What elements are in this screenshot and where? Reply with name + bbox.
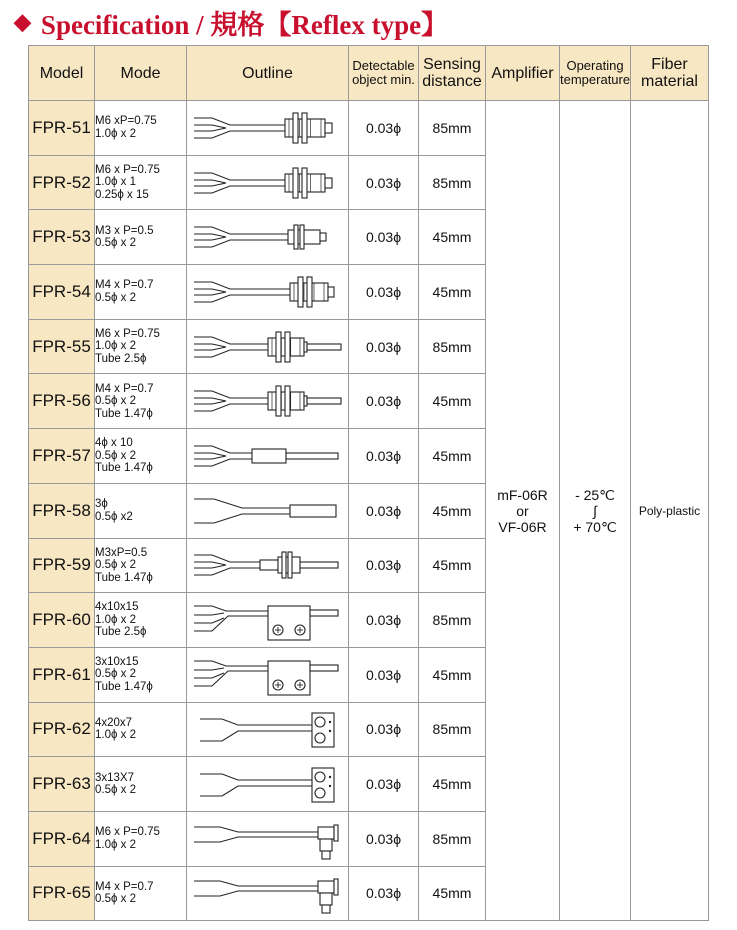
mode-line: 4ϕ x 10 xyxy=(95,437,133,450)
temperature-line1: - 25℃ xyxy=(575,486,615,503)
header-sensing-line2: distance xyxy=(422,73,482,90)
mode-line: M4 x P=0.7 xyxy=(95,880,154,893)
model-cell: FPR-61 xyxy=(29,647,95,702)
mode-line: Tube 1.47ϕ xyxy=(95,462,153,475)
sensing-distance-cell: 45mm xyxy=(419,210,486,265)
model-cell: FPR-53 xyxy=(29,210,95,265)
outline-cell xyxy=(187,374,349,429)
detectable-cell: 0.03ϕ xyxy=(349,155,419,210)
m3-tube-sensor-drawing xyxy=(190,541,346,589)
mode-line: 0.5ϕ x 2 xyxy=(95,784,136,797)
block-mount-sensor-drawing xyxy=(190,596,346,644)
detectable-cell: 0.03ϕ xyxy=(349,210,419,265)
table-row xyxy=(29,101,709,156)
model-cell: FPR-54 xyxy=(29,265,95,320)
detectable-cell: 0.03ϕ xyxy=(349,866,419,921)
sensing-distance-cell: 85mm xyxy=(419,811,486,866)
model-cell: FPR-56 xyxy=(29,374,95,429)
detectable-cell: 0.03ϕ xyxy=(349,483,419,538)
mode-cell xyxy=(95,647,187,702)
model-cell: FPR-60 xyxy=(29,593,95,648)
outline-cell xyxy=(187,647,349,702)
mode-line: 4x10x15 xyxy=(95,601,139,614)
m6-threaded-sensor-drawing xyxy=(190,159,346,207)
outline-cell xyxy=(187,155,349,210)
page-title-text: Specification / 規格【Reflex type】 xyxy=(40,9,449,40)
mode-line: M6 x P=0.75 xyxy=(95,163,160,176)
threaded-tube-sensor-drawing xyxy=(190,377,346,425)
mode-line: M6 xP=0.75 xyxy=(95,115,157,128)
mode-line: 0.25ϕ x 15 xyxy=(95,188,149,201)
table-header-row xyxy=(29,46,709,101)
header-fiber xyxy=(631,46,709,101)
amplifier-line2: or xyxy=(516,502,529,519)
outline-cell xyxy=(187,757,349,812)
mode-line: 1.0ϕ x 2 xyxy=(95,613,136,626)
header-mode: Mode xyxy=(95,46,187,101)
sensing-distance-cell: 45mm xyxy=(419,866,486,921)
outline-cell xyxy=(187,319,349,374)
mode-cell xyxy=(95,702,187,757)
header-temperature xyxy=(560,46,631,101)
sensing-distance-cell: 45mm xyxy=(419,429,486,484)
outline-cell xyxy=(187,483,349,538)
model-cell: FPR-59 xyxy=(29,538,95,593)
mode-line: 1.0ϕ x 2 xyxy=(95,838,136,851)
header-model: Model xyxy=(29,46,95,101)
sensing-distance-cell: 85mm xyxy=(419,319,486,374)
mode-cell xyxy=(95,319,187,374)
mode-line: 0.5ϕ x2 xyxy=(95,510,133,523)
header-temperature-line1: Operating xyxy=(566,58,624,73)
outline-cell xyxy=(187,702,349,757)
detectable-cell: 0.03ϕ xyxy=(349,429,419,484)
outline-cell xyxy=(187,101,349,156)
model-cell: FPR-57 xyxy=(29,429,95,484)
outline-cell xyxy=(187,265,349,320)
header-sensing xyxy=(419,46,486,101)
header-detectable xyxy=(349,46,419,101)
mode-line: 0.5ϕ x 2 xyxy=(95,395,136,408)
mode-line: M4 x P=0.7 xyxy=(95,382,154,395)
mode-line: 0.5ϕ x 2 xyxy=(95,559,136,572)
mode-line: 1.0ϕ x 2 xyxy=(95,729,136,742)
mode-line: 1.0ϕ x 2 xyxy=(95,340,136,353)
model-cell: FPR-62 xyxy=(29,702,95,757)
model-cell: FPR-58 xyxy=(29,483,95,538)
mode-cell xyxy=(95,757,187,812)
header-outline: Outline xyxy=(187,46,349,101)
right-angle-sensor-drawing xyxy=(190,869,346,917)
detectable-cell: 0.03ϕ xyxy=(349,593,419,648)
mode-line: 3ϕ xyxy=(95,498,108,511)
mode-line: 0.5ϕ x 2 xyxy=(95,237,136,250)
temperature-line3: + 70℃ xyxy=(573,518,617,535)
mode-cell xyxy=(95,593,187,648)
mode-line: Tube 1.47ϕ xyxy=(95,680,153,693)
outline-cell xyxy=(187,811,349,866)
cylinder-sensor-drawing xyxy=(190,487,346,535)
amplifier-line3: VF-06R xyxy=(498,518,547,535)
mode-line: 4x20x7 xyxy=(95,716,133,729)
sensing-distance-cell: 85mm xyxy=(419,101,486,156)
detectable-cell: 0.03ϕ xyxy=(349,811,419,866)
mode-cell xyxy=(95,429,187,484)
mode-line: M6 x P=0.75 xyxy=(95,826,160,839)
page-title xyxy=(14,4,448,40)
header-detectable-line2: object min. xyxy=(352,72,415,87)
amplifier-cell xyxy=(486,101,560,921)
block-mount-sensor-drawing xyxy=(190,651,346,699)
mode-cell xyxy=(95,265,187,320)
header-fiber-line1: Fiber xyxy=(651,56,688,73)
detectable-cell: 0.03ϕ xyxy=(349,374,419,429)
temperature-line2: ∫ xyxy=(593,502,597,519)
mode-line: 1.0ϕ x 1 xyxy=(95,176,136,189)
sensing-distance-cell: 45mm xyxy=(419,647,486,702)
mode-line: 0.5ϕ x 2 xyxy=(95,893,136,906)
mode-line: Tube 1.47ϕ xyxy=(95,571,153,584)
mode-line: M4 x P=0.7 xyxy=(95,279,154,292)
diamond-icon: ◆ xyxy=(14,9,31,34)
right-angle-sensor-drawing xyxy=(190,815,346,863)
mode-cell xyxy=(95,210,187,265)
mode-line: 0.5ϕ x 2 xyxy=(95,449,136,462)
header-detectable-line1: Detectable xyxy=(352,58,415,73)
mode-line: Tube 2.5ϕ xyxy=(95,626,147,639)
sensing-distance-cell: 45mm xyxy=(419,757,486,812)
mode-cell xyxy=(95,483,187,538)
threaded-tube-sensor-drawing xyxy=(190,323,346,371)
m6-threaded-sensor-drawing xyxy=(190,104,346,152)
header-fiber-line2: material xyxy=(641,73,698,90)
outline-cell xyxy=(187,538,349,593)
detectable-cell: 0.03ϕ xyxy=(349,647,419,702)
mode-cell xyxy=(95,811,187,866)
detectable-cell: 0.03ϕ xyxy=(349,702,419,757)
mode-line: M3 x P=0.5 xyxy=(95,224,154,237)
header-amplifier: Amplifier xyxy=(486,46,560,101)
temperature-cell xyxy=(560,101,631,921)
model-cell: FPR-51 xyxy=(29,101,95,156)
outline-cell xyxy=(187,429,349,484)
sensing-distance-cell: 85mm xyxy=(419,155,486,210)
sensing-distance-cell: 45mm xyxy=(419,483,486,538)
fiber-material-cell: Poly-plastic xyxy=(631,101,709,921)
mode-line: 1.0ϕ x 2 xyxy=(95,127,136,140)
model-cell: FPR-63 xyxy=(29,757,95,812)
mode-cell xyxy=(95,101,187,156)
mode-line: M3xP=0.5 xyxy=(95,546,148,559)
outline-cell xyxy=(187,866,349,921)
detectable-cell: 0.03ϕ xyxy=(349,265,419,320)
mode-cell xyxy=(95,866,187,921)
model-cell: FPR-52 xyxy=(29,155,95,210)
detectable-cell: 0.03ϕ xyxy=(349,757,419,812)
flat-plate-sensor-drawing xyxy=(190,760,346,808)
mode-line: Tube 1.47ϕ xyxy=(95,407,153,420)
detectable-cell: 0.03ϕ xyxy=(349,319,419,374)
sensing-distance-cell: 85mm xyxy=(419,702,486,757)
detectable-cell: 0.03ϕ xyxy=(349,538,419,593)
header-sensing-line1: Sensing xyxy=(423,56,481,73)
mode-line: 3x10x15 xyxy=(95,655,139,668)
mode-line: 0.5ϕ x 2 xyxy=(95,668,136,681)
model-cell: FPR-64 xyxy=(29,811,95,866)
mode-line: Tube 2.5ϕ xyxy=(95,352,147,365)
sensing-distance-cell: 85mm xyxy=(419,593,486,648)
mode-line: 3x13X7 xyxy=(95,771,135,784)
sleeve-tube-sensor-drawing xyxy=(190,432,346,480)
mode-line: 0.5ϕ x 2 xyxy=(95,291,136,304)
m4-threaded-sensor-drawing xyxy=(190,268,346,316)
mode-line: M6 x P=0.75 xyxy=(95,327,160,340)
m3-threaded-sensor-drawing xyxy=(190,213,346,261)
flat-plate-sensor-drawing xyxy=(190,705,346,753)
sensing-distance-cell: 45mm xyxy=(419,265,486,320)
model-cell: FPR-55 xyxy=(29,319,95,374)
sensing-distance-cell: 45mm xyxy=(419,374,486,429)
sensing-distance-cell: 45mm xyxy=(419,538,486,593)
mode-cell xyxy=(95,538,187,593)
detectable-cell: 0.03ϕ xyxy=(349,101,419,156)
model-cell: FPR-65 xyxy=(29,866,95,921)
mode-cell xyxy=(95,155,187,210)
mode-cell xyxy=(95,374,187,429)
outline-cell xyxy=(187,593,349,648)
specification-table xyxy=(28,45,709,921)
header-temperature-line2: temperature xyxy=(560,72,631,87)
outline-cell xyxy=(187,210,349,265)
amplifier-line1: mF-06R xyxy=(497,486,548,503)
